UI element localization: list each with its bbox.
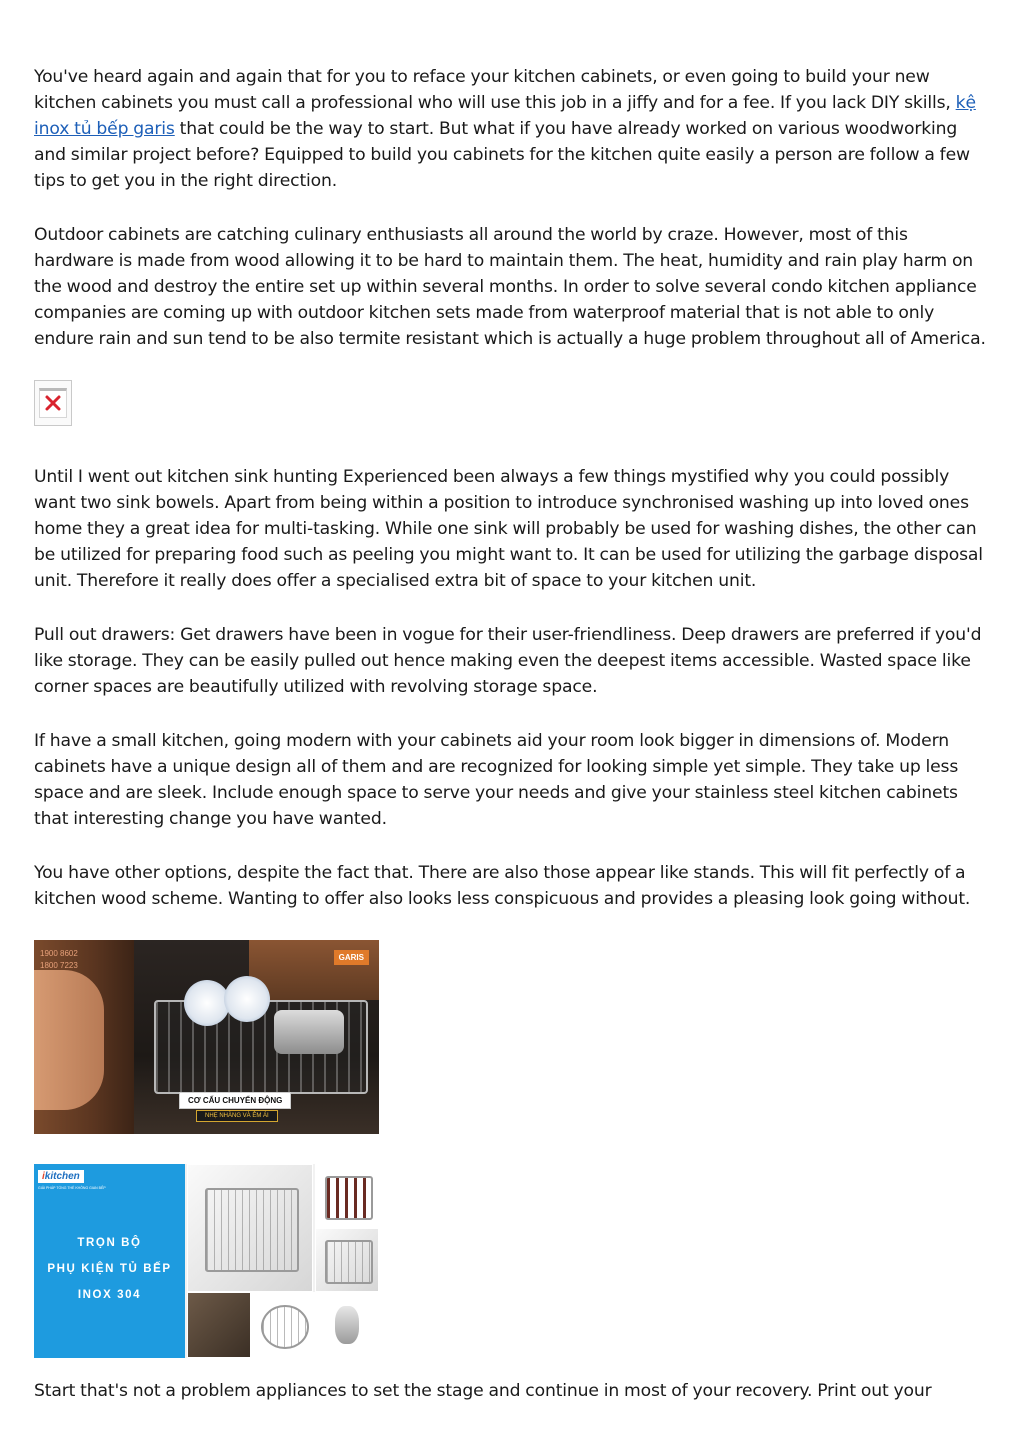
paragraph-3: Until I went out kitchen sink hunting Experienced been always a few things mystified why you could possibly want two sink bowels. Apart from being within a position to introduce synchronised washing up into loved ones home they a great idea for multi-tasking. While one sink will probably be used for washing dishes, the other can be utilized for preparing food such as peeling you might want to. It can be used for utilizing the garbage disposal unit. Therefore it really does offer a specialised extra bit of space to your kitchen unit. (34, 467, 983, 591)
kitchen-accessories-collage (34, 1164, 379, 1358)
pull-out-drawer-photo (34, 940, 379, 1134)
hotline-line-1: 1900 8602 (40, 949, 78, 958)
article-body (34, 64, 990, 1358)
garis-kitchen-shelf-link[interactable]: kệ inox tủ bếp garis (34, 93, 976, 139)
trash-bin-image (315, 1292, 379, 1358)
promo-title-line-1: TRỌN BỘ (77, 1237, 142, 1249)
pantry-rack-image (187, 1292, 251, 1358)
paragraph-7: Start that's not a problem appliances to set the stage and continue in most of your recovery. Print out your (34, 1381, 932, 1401)
final-paragraph-container (34, 1378, 990, 1432)
paragraph-2: Outdoor cabinets are catching culinary enthusiasts all around the world by craze. However, most of this hardware is made from wood allowing it to be hard to maintain them. The heat, humidity and rain play harm on the wood and destroy the entire set up within several months. In order to solve several condo kitchen appliance companies are coming up with outdoor kitchen sets made from waterproof material that is not able to only endure rain and sun tend to be also termite resistant which is actually a huge problem throughout all of America. (34, 225, 986, 349)
photo-caption: CƠ CẤU CHUYỂN ĐỘNG (179, 1092, 291, 1109)
photo-subcaption: NHẸ NHÀNG VÀ ÊM ÁI (196, 1110, 278, 1122)
paragraph-4: Pull out drawers: Get drawers have been in vogue for their user-friendliness. Deep drawers are preferred if you'd like storage. They can be easily pulled out hence making even the deepest items accessible. Wasted space like corner spaces are beautifully utilized with revolving storage space. (34, 625, 982, 697)
promo-panel (34, 1164, 185, 1358)
paragraph-5: If have a small kitchen, going modern with your cabinets aid your room look bigger in dimensions of. Modern cabinets have a unique design all of them and are recognized for looking simple yet simple. They take up less space and are sleek. Include enough space to serve your needs and give your stainless steel kitchen cabinets that interesting change you have wanted. (34, 731, 959, 829)
promo-title-line-2: PHỤ KIỆN TỦ BẾP (47, 1263, 172, 1275)
paragraph-6: You have other options, despite the fact that. There are also those appear like stands. This will fit perfectly of a kitchen wood scheme. Wanting to offer also looks less conspicuous and provides a pleasing look going without. (34, 863, 971, 909)
ikitchen-logo (38, 1170, 84, 1183)
logo-letter-i: i (42, 1171, 45, 1182)
paragraph-1-text-end: that could be the way to start. But what if you have already worked on various woodworking and similar project before? Equipped to build you cabinets for the kitchen quite easily a person are follow a few tips to get you in the right direction. (34, 119, 970, 191)
logo-word: kitchen (44, 1171, 80, 1182)
promo-title (34, 1230, 185, 1308)
dish-rack-image (187, 1164, 313, 1292)
logo-tagline: GIẢI PHÁP TỔNG THỂ KHÔNG GIAN BẾP (38, 1186, 106, 1190)
paragraph-1-text-start: You've heard again and again that for you to reface your kitchen cabinets, or even going to build your new kitchen cabinets you must call a professional who will use this job in a jiffy and for a fee. If you lack DIY skills, (34, 67, 956, 113)
hotline-text (40, 948, 78, 972)
plate-rack-image (315, 1228, 379, 1292)
corner-carousel-image (251, 1292, 315, 1358)
broken-image-icon (34, 380, 72, 426)
garis-logo: GARIS (334, 950, 369, 965)
hand-image (34, 970, 104, 1110)
promo-title-line-3: INOX 304 (77, 1289, 142, 1301)
wine-rack-image (315, 1164, 379, 1228)
hotline-line-2: 1800 7223 (40, 961, 78, 970)
paragraph-1 (34, 64, 990, 194)
